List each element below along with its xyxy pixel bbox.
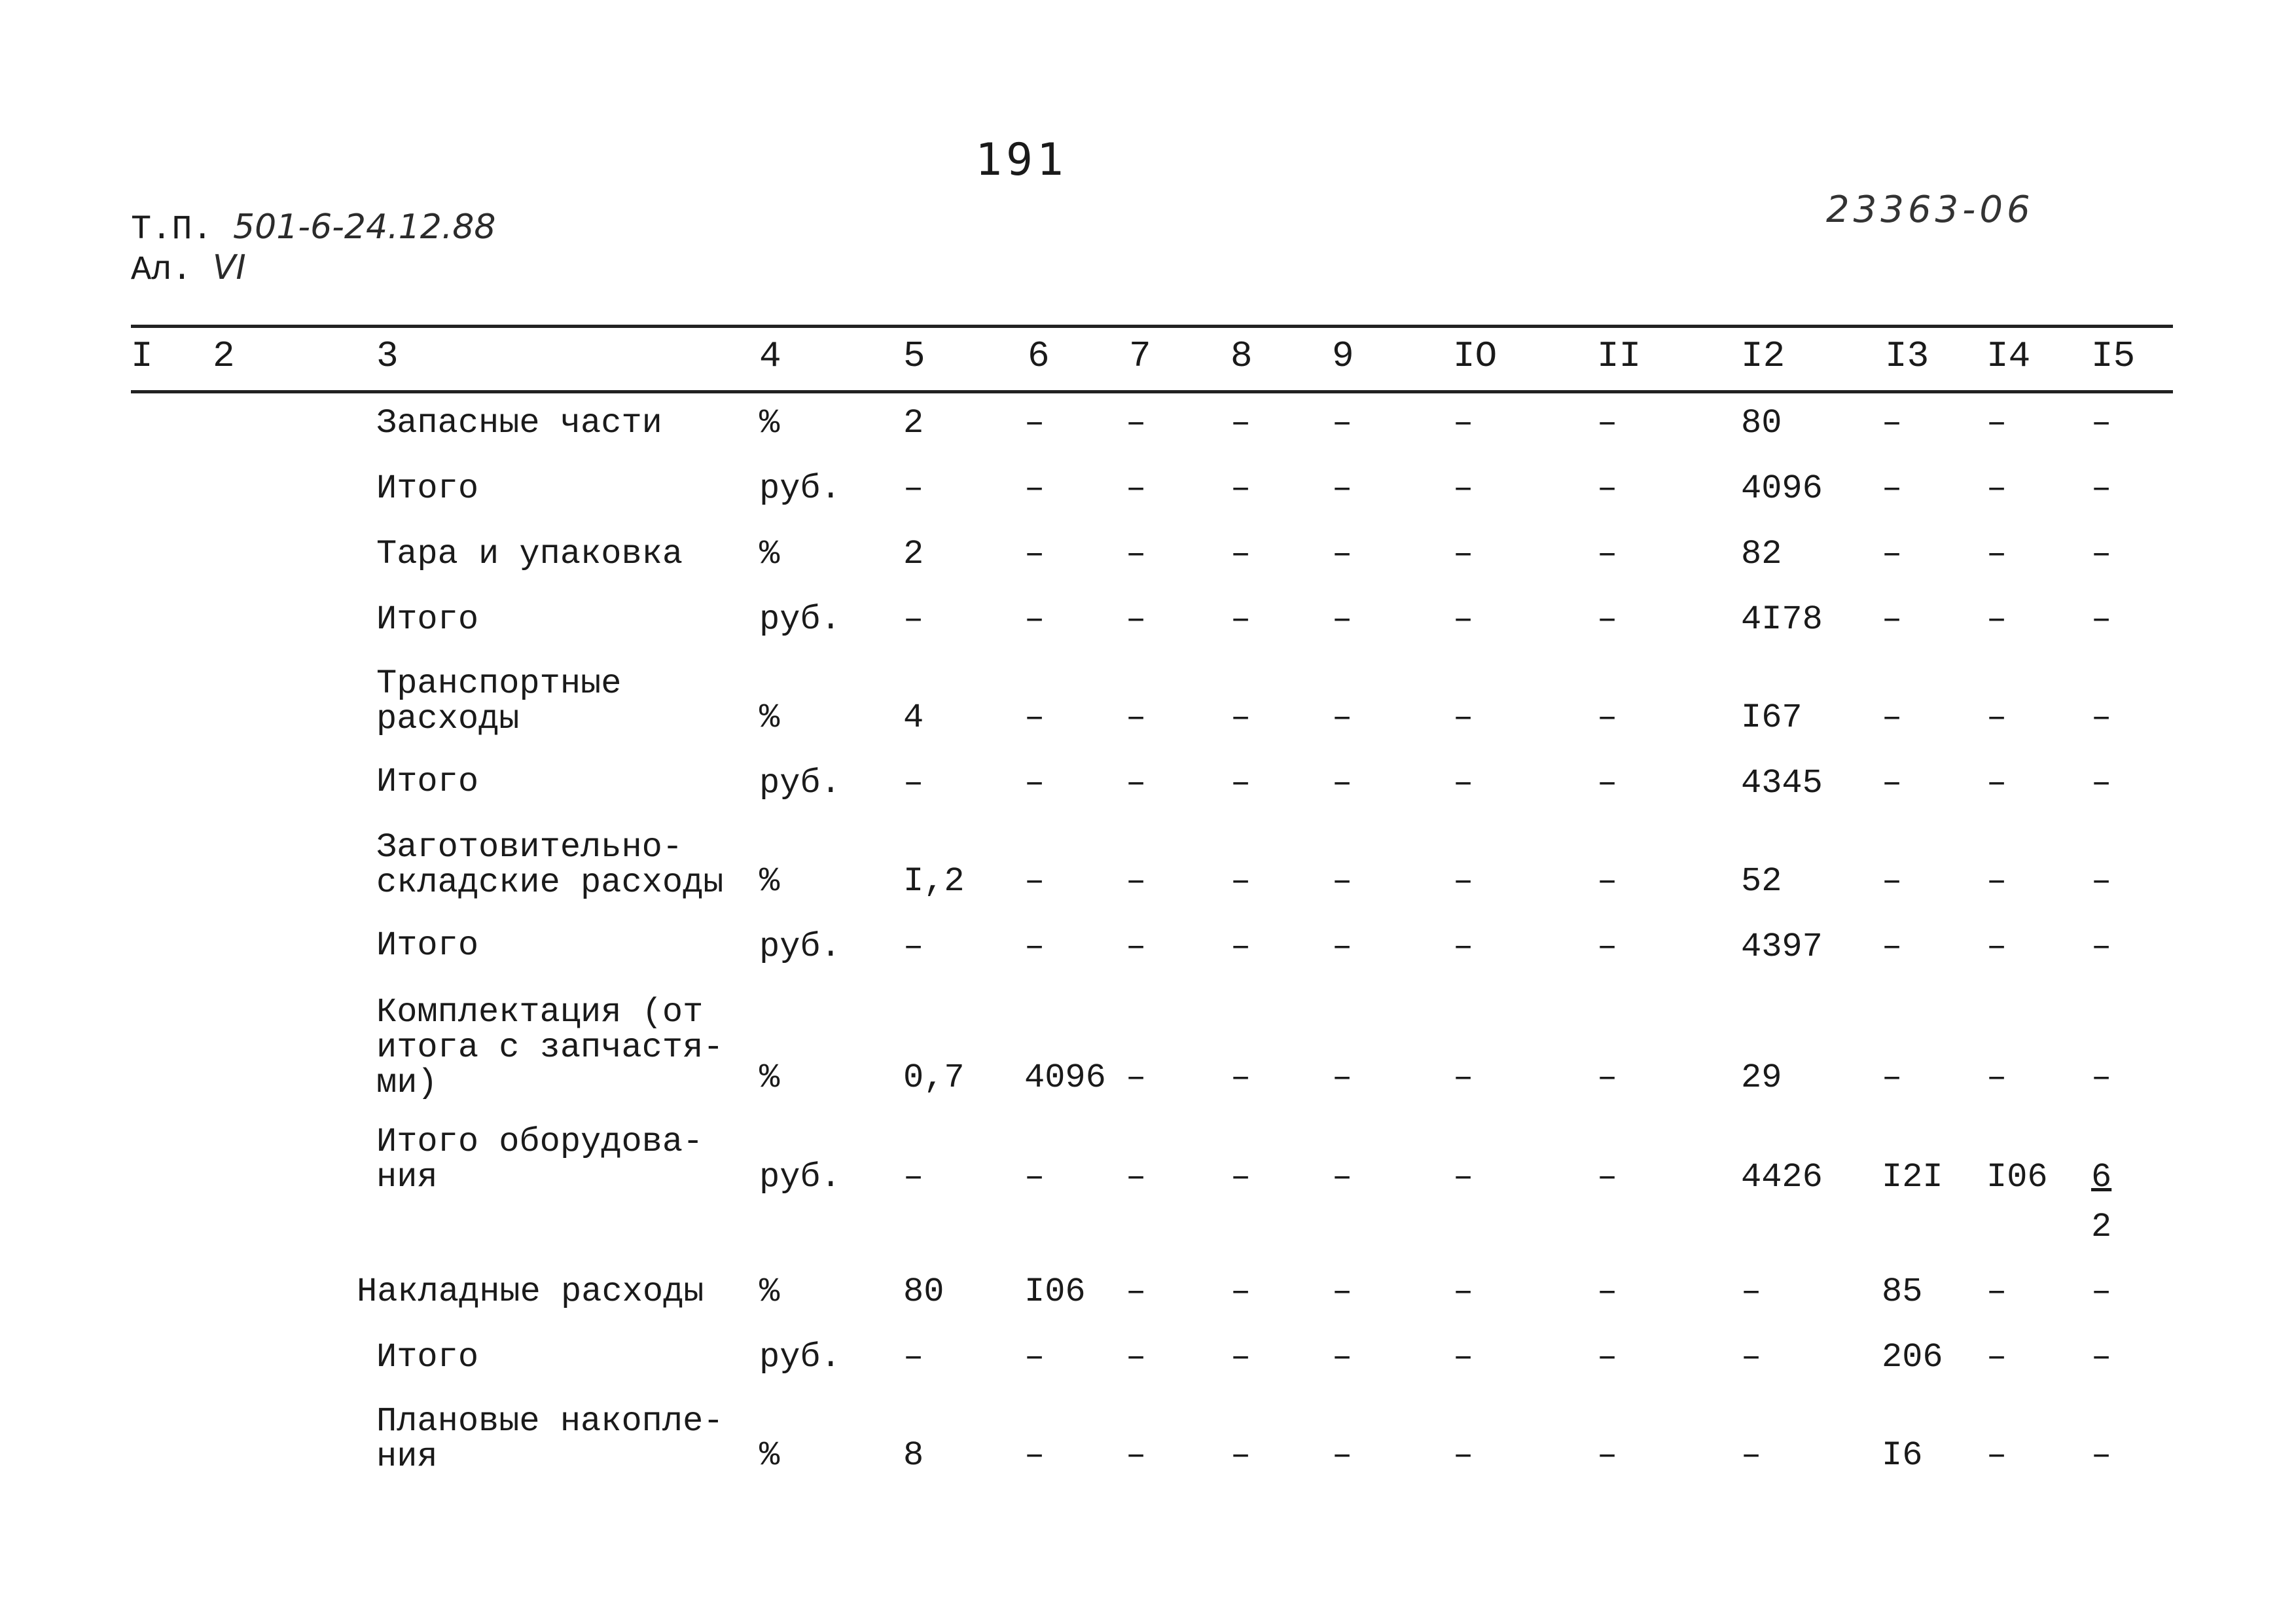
value-cell: I06	[1024, 1272, 1086, 1311]
doc-prefix: Т.П.	[131, 210, 213, 249]
value-cell: 6	[2091, 1158, 2112, 1197]
value-cell: –	[1597, 698, 1618, 737]
value-cell: 80	[903, 1272, 944, 1311]
value-cell: –	[1453, 1338, 1474, 1377]
column-header: I2	[1741, 335, 1785, 377]
value-cell: –	[2091, 1436, 2112, 1475]
value-cell: –	[1332, 862, 1353, 901]
value-cell: –	[1453, 862, 1474, 901]
value-cell: –	[1332, 764, 1353, 803]
doc-code: 501-6-24.12.88	[233, 208, 496, 247]
column-header: I3	[1885, 335, 1929, 377]
value-cell: –	[1126, 600, 1147, 639]
unit-cell: %	[759, 1272, 780, 1311]
value-cell: –	[2091, 535, 2112, 573]
value-cell: –	[1597, 764, 1618, 803]
value-cell: –	[1230, 469, 1251, 508]
value-cell: 4I78	[1741, 600, 1823, 639]
value-cell: 82	[1741, 535, 1782, 573]
value-cell: –	[1230, 928, 1251, 966]
unit-cell: руб.	[759, 764, 841, 803]
value-cell: –	[1453, 698, 1474, 737]
value-cell: –	[1126, 1158, 1147, 1197]
value-cell: –	[2091, 698, 2112, 737]
value-cell: –	[903, 1338, 924, 1377]
value-cell: –	[1126, 1272, 1147, 1311]
value-cell: –	[1597, 404, 1618, 442]
value-cell: –	[1597, 862, 1618, 901]
value-cell: –	[1230, 764, 1251, 803]
unit-cell: %	[759, 1436, 780, 1475]
row-label: Итого оборудова- ния	[376, 1123, 704, 1197]
value-cell: 4426	[1741, 1158, 1823, 1197]
value-cell: –	[1024, 469, 1045, 508]
row-label: Запасные части	[376, 404, 662, 442]
row-label: Плановые накопле- ния	[376, 1402, 724, 1476]
row-label: Транспортные расходы	[376, 664, 622, 738]
value-cell: –	[1597, 600, 1618, 639]
unit-cell: %	[759, 862, 780, 901]
value-cell: –	[1453, 469, 1474, 508]
row-label: Тара и упаковка	[376, 535, 683, 573]
column-header: 3	[376, 335, 399, 377]
value-cell: –	[1453, 535, 1474, 573]
row-label: Итого	[376, 1338, 479, 1377]
album-prefix: Ал.	[131, 251, 192, 289]
value-cell: –	[1126, 698, 1147, 737]
document-header	[131, 208, 495, 289]
value-cell: I2I	[1882, 1158, 1943, 1197]
value-cell: –	[1126, 1436, 1147, 1475]
value-cell: –	[1126, 764, 1147, 803]
value-cell-denominator: 2	[2091, 1208, 2112, 1246]
value-cell: –	[1453, 1436, 1474, 1475]
value-cell: –	[1453, 600, 1474, 639]
value-cell: 8	[903, 1436, 924, 1475]
value-cell: –	[1882, 698, 1903, 737]
value-cell: –	[1453, 928, 1474, 966]
value-cell: –	[1986, 600, 2007, 639]
value-cell: 0,7	[903, 1058, 965, 1097]
value-cell: –	[1882, 404, 1903, 442]
value-cell: –	[1597, 1158, 1618, 1197]
value-cell: –	[1024, 1436, 1045, 1475]
value-cell: –	[1597, 1436, 1618, 1475]
value-cell: –	[1024, 404, 1045, 442]
value-cell: –	[1126, 1338, 1147, 1377]
row-label: Итого	[376, 763, 479, 801]
value-cell: –	[2091, 862, 2112, 901]
value-cell: –	[903, 928, 924, 966]
stamp-number: 23363-06	[1826, 189, 2034, 231]
value-cell: –	[1126, 404, 1147, 442]
column-header: I4	[1986, 335, 2031, 377]
value-cell: –	[1024, 1158, 1045, 1197]
value-cell: –	[1230, 600, 1251, 639]
value-cell: –	[903, 469, 924, 508]
value-cell: 85	[1882, 1272, 1923, 1311]
value-cell: –	[1597, 1272, 1618, 1311]
value-cell: –	[2091, 600, 2112, 639]
value-cell: –	[1332, 600, 1353, 639]
value-cell: –	[1741, 1436, 1762, 1475]
value-cell: 4096	[1024, 1058, 1106, 1097]
value-cell: 2	[903, 404, 924, 442]
unit-cell: %	[759, 535, 780, 573]
value-cell: –	[1986, 1272, 2007, 1311]
value-cell: –	[1986, 1338, 2007, 1377]
value-cell: –	[1024, 600, 1045, 639]
value-cell: –	[1986, 535, 2007, 573]
value-cell: –	[1126, 469, 1147, 508]
row-label: Итого	[376, 600, 479, 639]
value-cell: 52	[1741, 862, 1782, 901]
value-cell: –	[1453, 764, 1474, 803]
value-cell: –	[1230, 1272, 1251, 1311]
value-cell: –	[1453, 1272, 1474, 1311]
column-header: 8	[1230, 335, 1253, 377]
value-cell: –	[1230, 535, 1251, 573]
table-top-rule	[131, 325, 2173, 328]
value-cell: –	[2091, 1272, 2112, 1311]
value-cell: –	[2091, 404, 2112, 442]
album-number: VI	[212, 248, 246, 287]
unit-cell: руб.	[759, 1338, 841, 1377]
value-cell: –	[1230, 698, 1251, 737]
column-header: 9	[1332, 335, 1354, 377]
value-cell: –	[903, 600, 924, 639]
column-header: II	[1597, 335, 1641, 377]
value-cell: –	[1332, 1272, 1353, 1311]
value-cell: –	[1126, 928, 1147, 966]
value-cell: –	[1986, 469, 2007, 508]
album-line	[131, 249, 495, 289]
value-cell: –	[1741, 1338, 1762, 1377]
value-cell: –	[903, 1158, 924, 1197]
value-cell: –	[1453, 1158, 1474, 1197]
row-label: Итого	[376, 926, 479, 965]
column-header: 7	[1129, 335, 1151, 377]
value-cell: –	[2091, 469, 2112, 508]
value-cell: –	[1453, 404, 1474, 442]
value-cell: –	[1597, 469, 1618, 508]
row-label: Комплектация (от итога с запчастя- ми)	[376, 993, 724, 1102]
value-cell: –	[1986, 404, 2007, 442]
page-number: 191	[975, 134, 1067, 186]
value-cell: –	[1332, 1436, 1353, 1475]
value-cell: 4345	[1741, 764, 1823, 803]
value-cell: –	[1332, 404, 1353, 442]
row-label: Заготовительно- складские расходы	[376, 828, 724, 902]
value-cell: –	[1024, 535, 1045, 573]
value-cell: –	[1882, 764, 1903, 803]
value-cell: I06	[1986, 1158, 2048, 1197]
value-cell: –	[1332, 1058, 1353, 1097]
value-cell: I,2	[903, 862, 965, 901]
unit-cell: руб.	[759, 600, 841, 639]
column-header: 5	[903, 335, 925, 377]
value-cell: –	[1597, 1338, 1618, 1377]
unit-cell: руб.	[759, 469, 841, 508]
value-cell: –	[1882, 600, 1903, 639]
row-label: Накладные расходы	[357, 1272, 704, 1311]
value-cell: –	[2091, 928, 2112, 966]
value-cell: –	[1453, 1058, 1474, 1097]
value-cell: 2	[903, 535, 924, 573]
value-cell: –	[1332, 1158, 1353, 1197]
value-cell: –	[1986, 928, 2007, 966]
value-cell: –	[2091, 1058, 2112, 1097]
value-cell: 4096	[1741, 469, 1823, 508]
column-header: I	[131, 335, 153, 377]
column-header: 4	[759, 335, 781, 377]
value-cell: 4397	[1741, 928, 1823, 966]
value-cell: –	[1332, 535, 1353, 573]
doc-code-line	[131, 208, 495, 249]
value-cell: –	[1230, 1058, 1251, 1097]
value-cell: –	[2091, 1338, 2112, 1377]
value-cell: –	[1126, 1058, 1147, 1097]
value-cell: –	[1741, 1272, 1762, 1311]
value-cell: –	[1332, 469, 1353, 508]
value-cell: –	[1332, 928, 1353, 966]
value-cell: –	[1024, 1338, 1045, 1377]
value-cell: –	[1597, 535, 1618, 573]
value-cell: –	[1126, 535, 1147, 573]
value-cell: 80	[1741, 404, 1782, 442]
value-cell: 206	[1882, 1338, 1943, 1377]
value-cell: –	[1986, 1058, 2007, 1097]
column-header: 2	[213, 335, 235, 377]
unit-cell: руб.	[759, 928, 841, 966]
value-cell: –	[1332, 1338, 1353, 1377]
value-cell: –	[1986, 862, 2007, 901]
value-cell: 29	[1741, 1058, 1782, 1097]
value-cell: –	[1986, 698, 2007, 737]
value-cell: 4	[903, 698, 924, 737]
value-cell: –	[903, 764, 924, 803]
row-label: Итого	[376, 469, 479, 508]
value-cell: –	[1332, 698, 1353, 737]
value-cell: I67	[1741, 698, 1803, 737]
unit-cell: руб.	[759, 1158, 841, 1197]
value-cell: –	[1882, 928, 1903, 966]
value-cell: –	[1024, 928, 1045, 966]
value-cell: –	[1230, 1436, 1251, 1475]
unit-cell: %	[759, 1058, 780, 1097]
column-header: I5	[2091, 335, 2136, 377]
value-cell: –	[1597, 1058, 1618, 1097]
value-cell: –	[1882, 862, 1903, 901]
column-header: 6	[1028, 335, 1050, 377]
unit-cell: %	[759, 698, 780, 737]
value-cell: –	[1126, 862, 1147, 901]
value-cell: –	[2091, 764, 2112, 803]
value-cell: –	[1882, 1058, 1903, 1097]
value-cell: –	[1882, 469, 1903, 508]
value-cell: –	[1882, 535, 1903, 573]
value-cell: –	[1986, 764, 2007, 803]
table-header-rule	[131, 390, 2173, 393]
value-cell: –	[1230, 1158, 1251, 1197]
column-header: IO	[1453, 335, 1498, 377]
value-cell: –	[1597, 928, 1618, 966]
value-cell: –	[1230, 1338, 1251, 1377]
value-cell: I6	[1882, 1436, 1923, 1475]
value-cell: –	[1024, 698, 1045, 737]
value-cell: –	[1986, 1436, 2007, 1475]
value-cell: –	[1024, 862, 1045, 901]
value-cell: –	[1230, 404, 1251, 442]
value-cell: –	[1230, 862, 1251, 901]
unit-cell: %	[759, 404, 780, 442]
value-cell: –	[1024, 764, 1045, 803]
